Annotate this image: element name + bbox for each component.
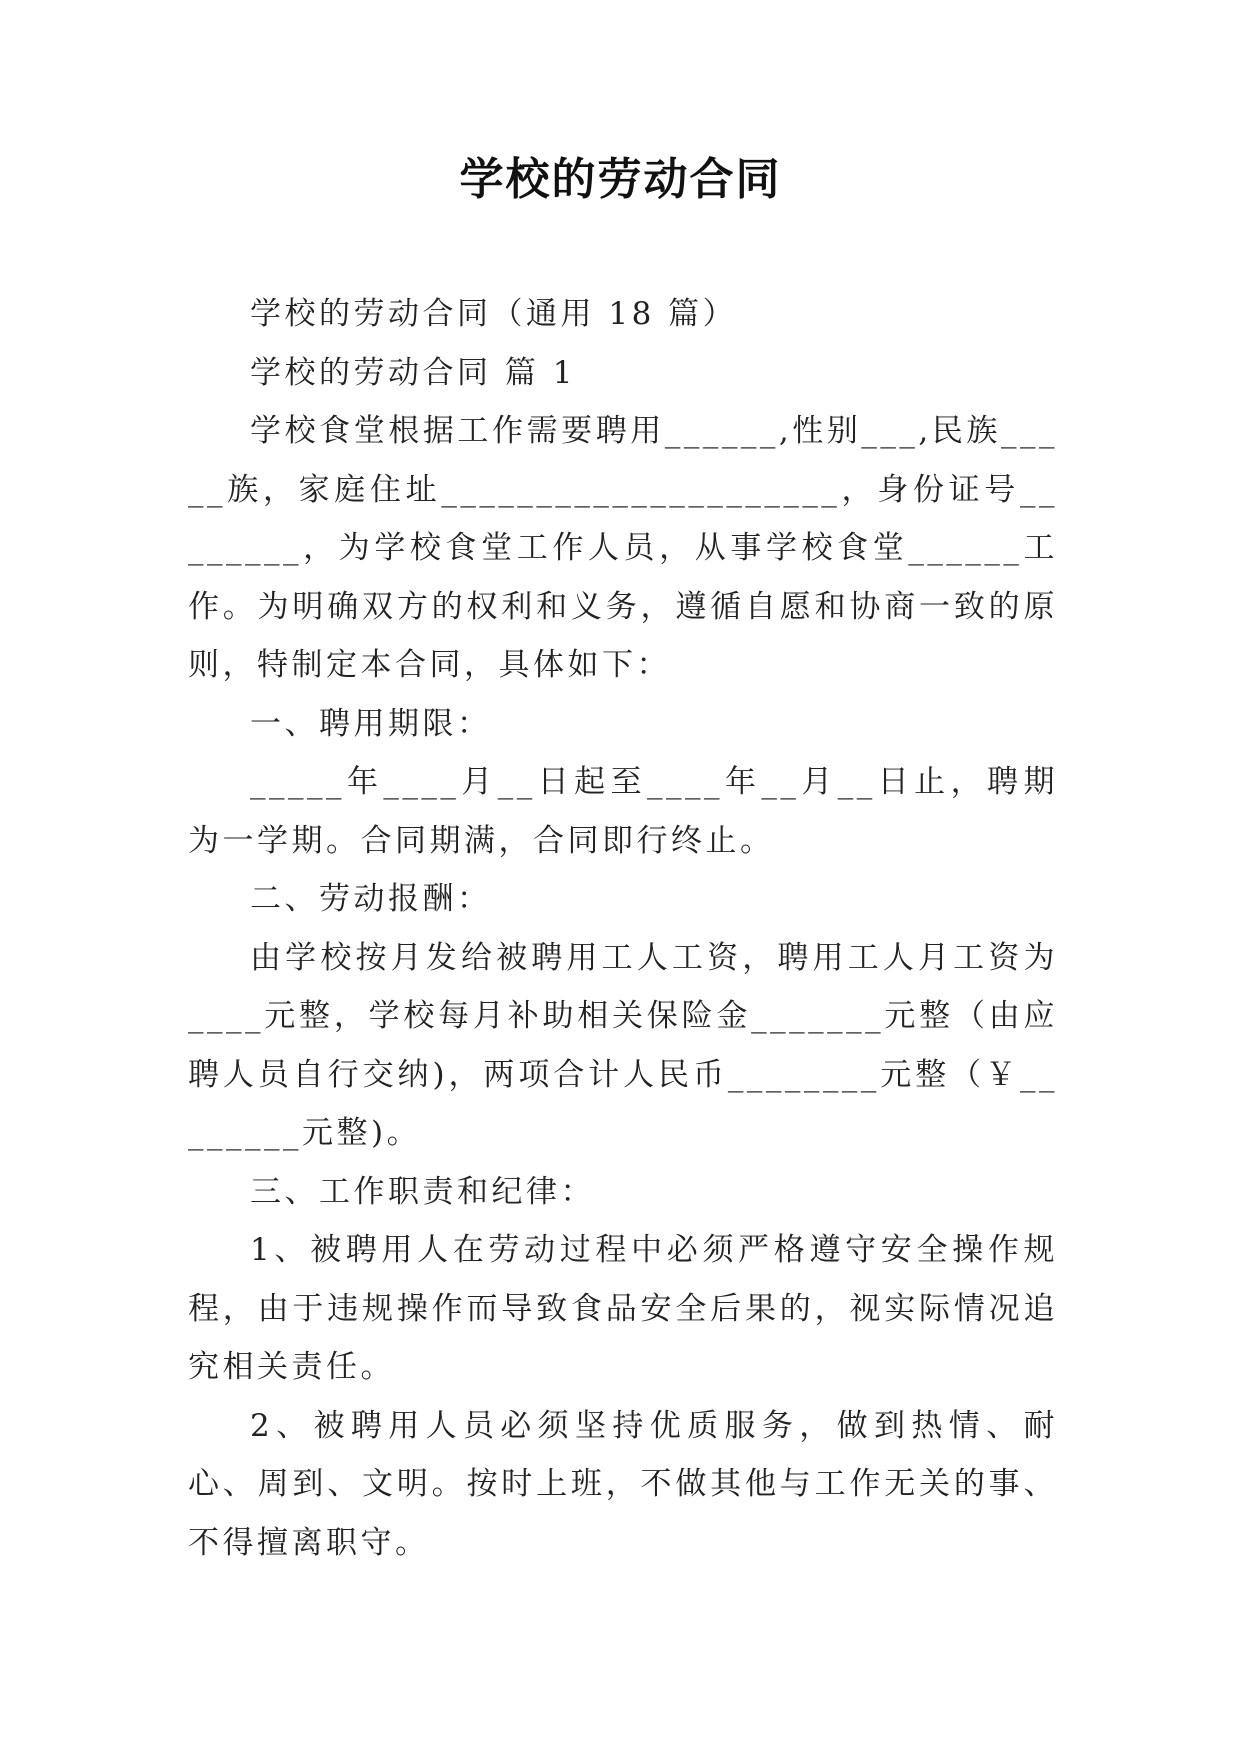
document-body <box>188 285 1058 1572</box>
heading-term: 一、聘用期限： <box>250 705 492 742</box>
paragraph-duty-1: 1、被聘用人在劳动过程中必须严格遵守安全操作规程，由于违规操作而导致食品安全后果的，视实际情况追究相关责任。 <box>188 1232 1058 1385</box>
paragraph-pay: 由学校按月发给被聘用工人工资，聘用工人月工资为____元整，学校每月补助相关保险金_______元整（由应聘人员自行交纳)，两项合计人民币________元整（￥________元整)。 <box>188 939 1058 1151</box>
paragraph-subtitle: 学校的劳动合同（通用 18 篇） <box>250 296 738 332</box>
heading-duties: 三、工作职责和纪律： <box>250 1173 595 1210</box>
paragraph-intro: 学校食堂根据工作需要聘用______,性别___,民族_____族，家庭住址_____________________，身份证号________，为学校食堂工作人员，从事学校食堂______工作。为明确双方的权利和义务，遵循自愿和协商一致的原则，特制定本合同，具体如下： <box>188 413 1058 683</box>
paragraph-duty-2: 2、被聘用人员必须坚持优质服务，做到热情、耐心、周到、文明。按时上班，不做其他与工作无关的事、不得擅离职守。 <box>188 1407 1058 1561</box>
document-title: 学校的劳动合同 <box>459 154 782 205</box>
heading-pay: 二、劳动报酬： <box>250 881 492 917</box>
paragraph-section-heading: 学校的劳动合同 篇 1 <box>250 354 576 391</box>
paragraph-term: _____年____月__日起至____年__月__日止，聘期为一学期。合同期满，合同即行终止。 <box>188 764 1058 859</box>
